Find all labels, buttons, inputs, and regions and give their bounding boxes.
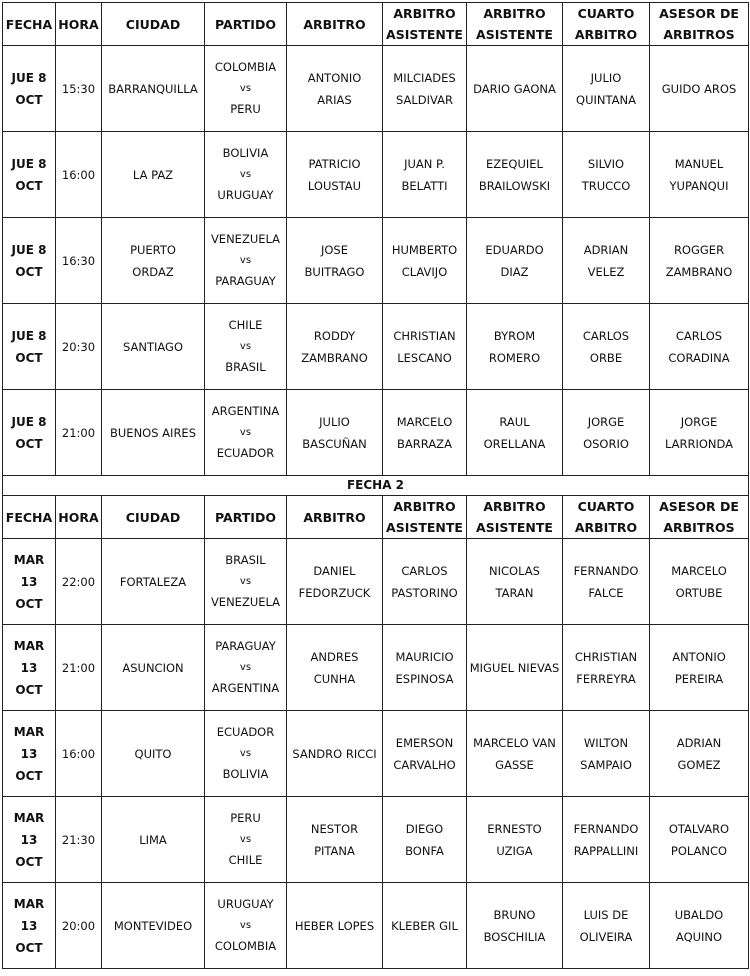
match-row <box>3 304 749 390</box>
home-team: VENEZUELA <box>210 232 281 246</box>
fourth-official <box>563 711 650 797</box>
cell-line: ANTONIO <box>672 649 726 664</box>
vs-label: vs <box>239 427 252 438</box>
fourth-official <box>563 539 650 625</box>
referee <box>287 539 383 625</box>
cell-line: JUE 8 <box>11 328 47 343</box>
cell-line: JUAN P. <box>404 156 445 171</box>
assistant-referee-2 <box>467 711 563 797</box>
cell-line: OCT <box>15 854 43 869</box>
col-header-partido: PARTIDO <box>205 3 287 46</box>
home-team: ECUADOR <box>216 725 275 739</box>
cell-line: SANTIAGO <box>122 339 184 354</box>
vs-label: vs <box>239 255 252 266</box>
referee-schedule-table <box>2 2 749 969</box>
match-city <box>102 797 205 883</box>
header-line: ASISTENTE <box>386 520 463 535</box>
cell-line: CARLOS <box>401 563 448 578</box>
cell-line: BASCUÑAN <box>302 436 367 451</box>
match-row <box>3 625 749 711</box>
match-time: 21:00 <box>56 625 102 711</box>
cell-line: HEBER LOPES <box>294 918 375 933</box>
cell-line: UBALDO <box>674 907 724 922</box>
cell-line: MARCELO <box>671 563 727 578</box>
fourth-official <box>563 797 650 883</box>
header-line: ARBITRO <box>574 27 638 42</box>
cell-line: BYROM <box>493 328 536 343</box>
cell-line: ORELLANA <box>483 436 546 451</box>
referee <box>287 304 383 390</box>
cell-line: MAR 13 <box>13 810 45 847</box>
cell-line: BARRAZA <box>397 436 452 451</box>
cell-line: CARLOS <box>675 328 723 343</box>
assistant-referee-1 <box>383 132 467 218</box>
match-date <box>3 711 56 797</box>
header-line: ARBITROS <box>663 520 735 535</box>
cell-line: QUINTANA <box>576 92 636 107</box>
assistant-referee-1 <box>383 304 467 390</box>
cell-line: RODDY <box>313 328 356 343</box>
header-line: ASESOR DE <box>659 6 739 21</box>
cell-line: OCT <box>15 940 43 955</box>
cell-line: JORGE <box>680 414 718 429</box>
referee-assessor <box>650 218 749 304</box>
match-teams <box>205 711 287 797</box>
cell-line: MANUEL <box>674 156 724 171</box>
cell-line: BOSCHILIA <box>483 929 546 944</box>
cell-line: LUIS DE <box>583 907 629 922</box>
header-line: ASISTENTE <box>476 27 553 42</box>
referee <box>287 218 383 304</box>
cell-line: CUNHA <box>313 671 356 686</box>
cell-line: DARIO GAONA <box>473 81 556 96</box>
cell-line: OCT <box>15 596 43 611</box>
cell-line: ANDRES <box>310 649 359 664</box>
cell-line: ASUNCION <box>122 660 184 675</box>
cell-line: ANTONIO <box>307 70 362 85</box>
match-teams <box>205 797 287 883</box>
cell-line: MONTEVIDEO <box>113 918 193 933</box>
referee-assessor <box>650 711 749 797</box>
col-header-partido: PARTIDO <box>205 496 287 539</box>
referee-assessor <box>650 883 749 969</box>
cell-line: DIEGO <box>405 821 444 836</box>
col-header-ciudad: CIUDAD <box>102 496 205 539</box>
referee-assessor <box>650 797 749 883</box>
col-header-hora: HORA <box>56 496 102 539</box>
cell-line: FERNANDO <box>573 821 639 836</box>
cell-line: JOSE <box>320 242 348 257</box>
match-teams <box>205 539 287 625</box>
cell-line: EZEQUIEL <box>486 156 543 171</box>
match-city <box>102 132 205 218</box>
match-date <box>3 797 56 883</box>
vs-label: vs <box>239 576 252 587</box>
cell-line: RAUL <box>499 414 530 429</box>
cell-line: MAR 13 <box>13 638 45 675</box>
col-header-asesor <box>650 496 749 539</box>
cell-line: DIAZ <box>500 264 529 279</box>
cell-line: MAR 13 <box>13 724 45 761</box>
header-row-fecha2 <box>3 496 749 539</box>
match-time: 21:00 <box>56 390 102 476</box>
cell-line: JUE 8 <box>11 70 47 85</box>
cell-line: PUERTO <box>130 242 176 257</box>
cell-line: CARVALHO <box>393 757 456 772</box>
cell-line: MAURICIO <box>395 649 454 664</box>
cell-line: SILVIO <box>587 156 625 171</box>
match-row <box>3 883 749 969</box>
cell-line: LOUSTAU <box>307 178 362 193</box>
assistant-referee-2 <box>467 539 563 625</box>
cell-line: BUITRAGO <box>304 264 365 279</box>
header-line: ASISTENTE <box>476 520 553 535</box>
cell-line: ZAMBRANO <box>301 350 368 365</box>
away-team: BOLIVIA <box>222 767 269 781</box>
referee-assessor <box>650 46 749 132</box>
cell-line: OCT <box>15 178 43 193</box>
match-teams <box>205 46 287 132</box>
cell-line: PEREIRA <box>674 671 724 686</box>
header-line: CUARTO <box>577 6 635 21</box>
home-team: BRASIL <box>225 553 266 567</box>
cell-line: ROMERO <box>488 350 541 365</box>
cell-line: PITANA <box>314 843 355 858</box>
assistant-referee-2 <box>467 390 563 476</box>
away-team: COLOMBIA <box>214 939 277 953</box>
cell-line: NICOLAS <box>489 563 540 578</box>
cell-line: JORGE <box>587 414 625 429</box>
match-time: 21:30 <box>56 797 102 883</box>
match-time: 22:00 <box>56 539 102 625</box>
assistant-referee-2 <box>467 797 563 883</box>
cell-line: OTALVARO <box>668 821 730 836</box>
away-team: BRASIL <box>225 360 266 374</box>
home-team: PERU <box>230 811 261 825</box>
match-date <box>3 304 56 390</box>
cell-line: WILTON <box>583 735 629 750</box>
cell-line: OCT <box>15 264 43 279</box>
cell-line: YUPANQUI <box>669 178 729 193</box>
match-city <box>102 218 205 304</box>
cell-line: ADRIAN <box>583 242 629 257</box>
col-header-cuarto <box>563 496 650 539</box>
match-city <box>102 883 205 969</box>
away-team: ARGENTINA <box>211 681 280 695</box>
referee <box>287 46 383 132</box>
match-date <box>3 46 56 132</box>
assistant-referee-1 <box>383 711 467 797</box>
away-team: ECUADOR <box>216 446 275 460</box>
match-teams <box>205 883 287 969</box>
cell-line: JULIO <box>319 414 350 429</box>
match-city <box>102 304 205 390</box>
fourth-official <box>563 625 650 711</box>
vs-label: vs <box>239 341 252 352</box>
header-line: ASESOR DE <box>659 499 739 514</box>
referee-assessor <box>650 132 749 218</box>
cell-line: SALDIVAR <box>395 92 454 107</box>
cell-line: LESCANO <box>397 350 452 365</box>
cell-line: OCT <box>15 436 43 451</box>
cell-line: BUENOS AIRES <box>110 425 196 440</box>
match-date <box>3 539 56 625</box>
cell-line: CHRISTIAN <box>393 328 456 343</box>
cell-line: MIGUEL NIEVAS <box>469 660 560 675</box>
col-header-asistente-1 <box>383 3 467 46</box>
cell-line: CORADINA <box>668 350 730 365</box>
match-row <box>3 218 749 304</box>
assistant-referee-2 <box>467 46 563 132</box>
cell-line: HUMBERTO <box>391 242 458 257</box>
cell-line: PASTORINO <box>391 585 458 600</box>
match-time: 15:30 <box>56 46 102 132</box>
match-date <box>3 390 56 476</box>
match-teams <box>205 390 287 476</box>
header-line: ARBITRO <box>574 520 638 535</box>
header-line: ARBITRO <box>483 6 546 21</box>
col-header-fecha: FECHA <box>3 3 56 46</box>
assistant-referee-1 <box>383 883 467 969</box>
header-row-fecha1 <box>3 3 749 46</box>
match-row <box>3 46 749 132</box>
match-date <box>3 883 56 969</box>
cell-line: ESPINOSA <box>395 671 454 686</box>
cell-line: KLEBER GIL <box>391 918 458 933</box>
cell-line: AQUINO <box>675 929 723 944</box>
cell-line: CHRISTIAN <box>574 649 638 664</box>
cell-line: JUE 8 <box>11 156 47 171</box>
match-city <box>102 46 205 132</box>
cell-line: OCT <box>15 768 43 783</box>
referee <box>287 390 383 476</box>
assistant-referee-1 <box>383 539 467 625</box>
match-time: 16:00 <box>56 711 102 797</box>
referee-assessor <box>650 390 749 476</box>
cell-line: BARRANQUILLA <box>108 81 198 96</box>
fourth-official <box>563 390 650 476</box>
col-header-fecha: FECHA <box>3 496 56 539</box>
cell-line: FERREYRA <box>576 671 636 686</box>
header-line: ARBITROS <box>663 27 735 42</box>
cell-line: LIMA <box>139 832 167 847</box>
match-teams <box>205 132 287 218</box>
cell-line: OSORIO <box>583 436 629 451</box>
home-team: PARAGUAY <box>215 639 276 653</box>
match-date <box>3 132 56 218</box>
match-row <box>3 797 749 883</box>
col-header-asistente-1 <box>383 496 467 539</box>
home-team: BOLIVIA <box>222 146 269 160</box>
cell-line: RAPPALLINI <box>573 843 639 858</box>
vs-label: vs <box>239 920 252 931</box>
cell-line: ADRIAN <box>676 735 722 750</box>
fourth-official <box>563 132 650 218</box>
cell-line: BONFA <box>405 843 444 858</box>
match-teams <box>205 218 287 304</box>
cell-line: EMERSON <box>395 735 454 750</box>
col-header-arbitro: ARBITRO <box>287 3 383 46</box>
cell-line: ORBE <box>589 350 623 365</box>
cell-line: GUIDO AROS <box>661 81 737 96</box>
match-date <box>3 218 56 304</box>
referee-assessor <box>650 625 749 711</box>
away-team: PARAGUAY <box>215 274 276 288</box>
match-time: 20:30 <box>56 304 102 390</box>
col-header-asistente-2 <box>467 496 563 539</box>
match-city <box>102 390 205 476</box>
cell-line: FORTALEZA <box>119 574 187 589</box>
home-team: ARGENTINA <box>211 404 280 418</box>
col-header-asistente-2 <box>467 3 563 46</box>
vs-label: vs <box>239 169 252 180</box>
vs-label: vs <box>239 748 252 759</box>
match-time: 16:30 <box>56 218 102 304</box>
cell-line: ORDAZ <box>132 264 174 279</box>
cell-line: GOMEZ <box>677 757 721 772</box>
match-city <box>102 539 205 625</box>
match-teams <box>205 625 287 711</box>
cell-line: JUE 8 <box>11 242 47 257</box>
cell-line: FEDORZUCK <box>298 585 371 600</box>
fourth-official <box>563 304 650 390</box>
assistant-referee-2 <box>467 883 563 969</box>
cell-line: MAR 13 <box>13 896 45 933</box>
cell-line: PATRICIO <box>308 156 361 171</box>
cell-line: LA PAZ <box>132 167 174 182</box>
cell-line: ARIAS <box>317 92 352 107</box>
referee <box>287 625 383 711</box>
cell-line: MARCELO VAN <box>473 735 556 750</box>
away-team: URUGUAY <box>217 188 274 202</box>
assistant-referee-1 <box>383 390 467 476</box>
assistant-referee-1 <box>383 46 467 132</box>
match-city <box>102 625 205 711</box>
col-header-cuarto <box>563 3 650 46</box>
cell-line: LARRIONDA <box>664 436 734 451</box>
referee-assessor <box>650 304 749 390</box>
cell-line: CARLOS <box>582 328 630 343</box>
match-teams <box>205 304 287 390</box>
cell-line: ROGGER <box>673 242 725 257</box>
section-title: FECHA 2 <box>3 476 749 496</box>
cell-line: POLANCO <box>670 843 728 858</box>
col-header-hora: HORA <box>56 3 102 46</box>
cell-line: TARAN <box>495 585 534 600</box>
referee <box>287 797 383 883</box>
header-line: ARBITRO <box>393 499 456 514</box>
header-line: ARBITRO <box>393 6 456 21</box>
cell-line: JULIO <box>590 70 622 85</box>
cell-line: CLAVIJO <box>401 264 448 279</box>
match-time: 20:00 <box>56 883 102 969</box>
vs-label: vs <box>239 834 252 845</box>
cell-line: NESTOR <box>310 821 359 836</box>
cell-line: MILCIADES <box>393 70 456 85</box>
cell-line: GASSE <box>495 757 534 772</box>
cell-line: SANDRO RICCI <box>292 746 377 761</box>
cell-line: ZAMBRANO <box>665 264 733 279</box>
cell-line: EDUARDO <box>485 242 544 257</box>
match-date <box>3 625 56 711</box>
cell-line: UZIGA <box>496 843 533 858</box>
cell-line: OLIVEIRA <box>579 929 633 944</box>
table-body <box>3 3 749 969</box>
match-row <box>3 390 749 476</box>
home-team: URUGUAY <box>217 897 274 911</box>
referee <box>287 711 383 797</box>
away-team: CHILE <box>228 853 263 867</box>
col-header-asesor <box>650 3 749 46</box>
assistant-referee-1 <box>383 625 467 711</box>
match-time: 16:00 <box>56 132 102 218</box>
referee <box>287 883 383 969</box>
away-team: PERU <box>230 102 261 116</box>
match-city <box>102 711 205 797</box>
col-header-ciudad: CIUDAD <box>102 3 205 46</box>
fourth-official <box>563 46 650 132</box>
match-row <box>3 711 749 797</box>
cell-line: OCT <box>15 682 43 697</box>
header-line: ARBITRO <box>483 499 546 514</box>
cell-line: FALCE <box>588 585 624 600</box>
cell-line: BELATTI <box>401 178 448 193</box>
cell-line: BRAILOWSKI <box>478 178 551 193</box>
assistant-referee-1 <box>383 218 467 304</box>
vs-label: vs <box>239 662 252 673</box>
home-team: COLOMBIA <box>214 60 277 74</box>
cell-line: MARCELO <box>396 414 453 429</box>
header-line: CUARTO <box>577 499 635 514</box>
assistant-referee-2 <box>467 132 563 218</box>
fourth-official <box>563 218 650 304</box>
match-row <box>3 539 749 625</box>
cell-line: OCT <box>15 92 43 107</box>
cell-line: SAMPAIO <box>580 757 632 772</box>
assistant-referee-1 <box>383 797 467 883</box>
cell-line: BRUNO <box>493 907 536 922</box>
cell-line: TRUCCO <box>581 178 631 193</box>
cell-line: ERNESTO <box>487 821 542 836</box>
cell-line: VELEZ <box>587 264 625 279</box>
home-team: CHILE <box>228 318 263 332</box>
col-header-arbitro: ARBITRO <box>287 496 383 539</box>
referee-assessor <box>650 539 749 625</box>
assistant-referee-2 <box>467 218 563 304</box>
cell-line: OCT <box>15 350 43 365</box>
away-team: VENEZUELA <box>210 595 281 609</box>
cell-line: FERNANDO <box>573 563 639 578</box>
assistant-referee-2 <box>467 625 563 711</box>
referee <box>287 132 383 218</box>
cell-line: JUE 8 <box>11 414 47 429</box>
section-row-fecha-2 <box>3 476 749 496</box>
assistant-referee-2 <box>467 304 563 390</box>
cell-line: DANIEL <box>313 563 356 578</box>
cell-line: QUITO <box>134 746 172 761</box>
cell-line: MAR 13 <box>13 552 45 589</box>
cell-line: ORTUBE <box>675 585 723 600</box>
match-row <box>3 132 749 218</box>
fourth-official <box>563 883 650 969</box>
header-line: ASISTENTE <box>386 27 463 42</box>
vs-label: vs <box>239 83 252 94</box>
